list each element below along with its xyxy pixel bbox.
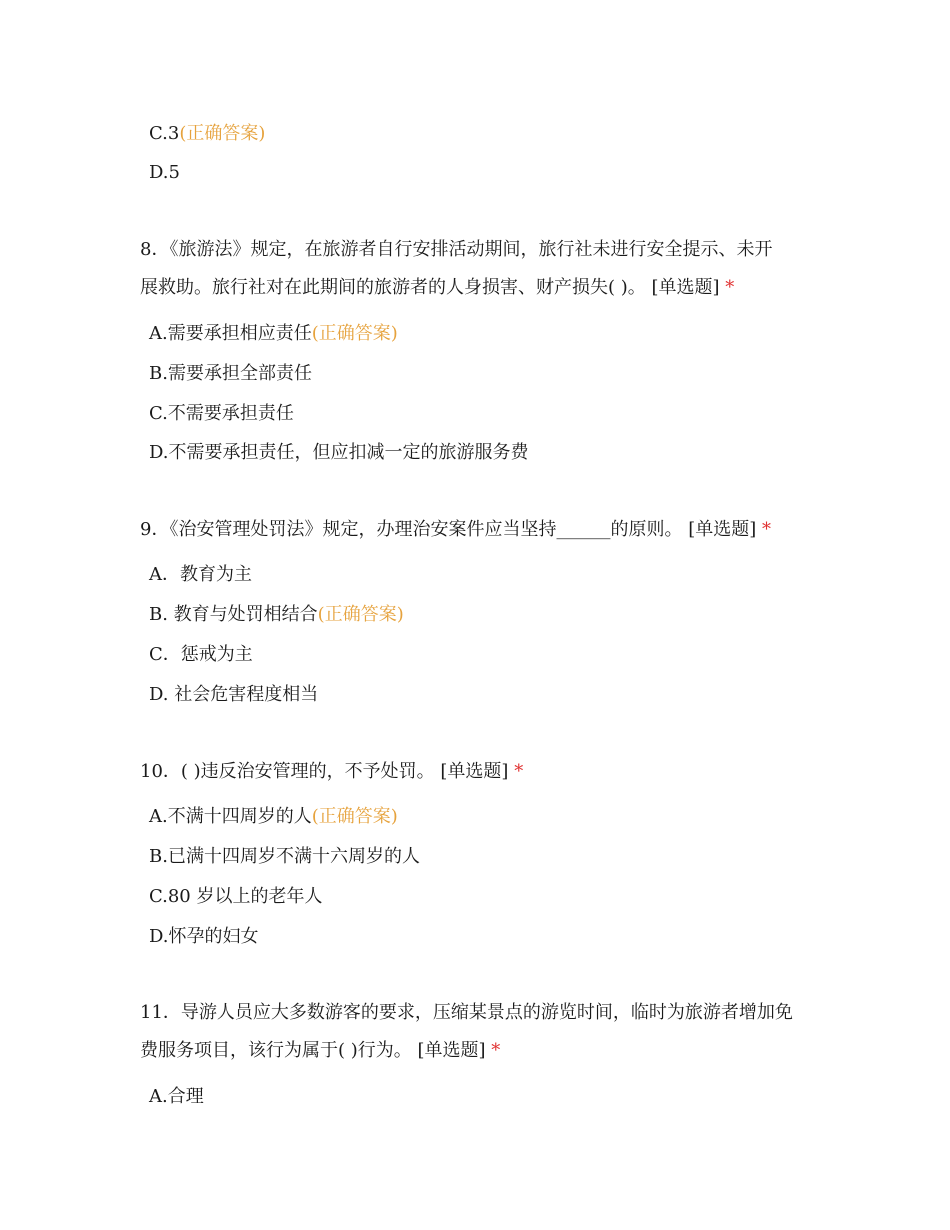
question-text: 展救助。旅行社对在此期间的旅游者的人身损害、财产损失( )。 bbox=[140, 277, 646, 298]
q8-title-line2 bbox=[140, 276, 734, 300]
question-text: 费服务项目，该行为属于( )行为。 bbox=[140, 1040, 412, 1061]
question-type-tag: [单选题] bbox=[440, 761, 509, 782]
q10-option-b[interactable] bbox=[149, 845, 420, 869]
option-text: C．惩戒为主 bbox=[149, 644, 253, 665]
q10-title bbox=[140, 760, 523, 784]
q7-option-c[interactable] bbox=[149, 122, 265, 146]
correct-answer-mark: (正确答案) bbox=[311, 323, 398, 344]
correct-answer-mark: (正确答案) bbox=[317, 604, 404, 625]
required-mark: * bbox=[514, 761, 524, 782]
option-text: C.80 岁以上的老年人 bbox=[149, 886, 323, 907]
option-text: D.5 bbox=[149, 162, 180, 183]
q9-title bbox=[140, 518, 771, 542]
option-text: A.不满十四周岁的人 bbox=[149, 806, 312, 827]
option-text: D.怀孕的妇女 bbox=[149, 926, 259, 947]
q9-option-a[interactable] bbox=[149, 563, 252, 587]
question-type-tag: [单选题] bbox=[651, 277, 720, 298]
correct-answer-mark: (正确答案) bbox=[179, 123, 266, 144]
required-mark: * bbox=[761, 519, 771, 540]
option-text: C.不需要承担责任 bbox=[149, 403, 294, 424]
question-text: 9．《治安管理处罚法》规定，办理治安案件应当坚持______的原则。 bbox=[140, 519, 683, 540]
q11-title-line2 bbox=[140, 1039, 500, 1063]
q10-option-d[interactable] bbox=[149, 925, 259, 949]
question-type-tag: [单选题] bbox=[688, 519, 757, 540]
q8-option-d[interactable] bbox=[149, 441, 529, 465]
q8-option-b[interactable] bbox=[149, 362, 312, 386]
q9-option-b[interactable] bbox=[149, 603, 404, 627]
option-text: B. 教育与处罚相结合 bbox=[149, 604, 318, 625]
q11-title-line1: 11．导游人员应大多数游客的要求，压缩某景点的游览时间，临时为旅游者增加免 bbox=[140, 1002, 793, 1023]
question-type-tag: [单选题] bbox=[417, 1040, 486, 1061]
option-text: D.不需要承担责任，但应扣减一定的旅游服务费 bbox=[149, 442, 529, 463]
q7-option-d[interactable] bbox=[149, 161, 180, 185]
option-text: D. 社会危害程度相当 bbox=[149, 684, 319, 705]
question-text: 10．( )违反治安管理的，不予处罚。 bbox=[140, 761, 435, 782]
q9-option-c[interactable] bbox=[149, 643, 253, 667]
option-text: A.合理 bbox=[149, 1086, 204, 1107]
q10-option-a[interactable] bbox=[149, 805, 398, 829]
q8-title-line1: 8．《旅游法》规定，在旅游者自行安排活动期间，旅行社未进行安全提示、未开 bbox=[140, 239, 773, 260]
option-text: A．教育为主 bbox=[149, 564, 252, 585]
option-text: B.需要承担全部责任 bbox=[149, 363, 312, 384]
correct-answer-mark: (正确答案) bbox=[311, 806, 398, 827]
required-mark: * bbox=[491, 1040, 501, 1061]
option-text: A.需要承担相应责任 bbox=[149, 323, 312, 344]
q11-option-a[interactable] bbox=[149, 1085, 204, 1109]
q9-option-d[interactable] bbox=[149, 683, 318, 707]
q8-option-a[interactable] bbox=[149, 322, 398, 346]
option-text: C.3 bbox=[149, 123, 180, 144]
required-mark: * bbox=[725, 277, 735, 298]
q10-option-c[interactable] bbox=[149, 885, 322, 909]
option-text: B.已满十四周岁不满十六周岁的人 bbox=[149, 846, 420, 867]
q8-option-c[interactable] bbox=[149, 402, 294, 426]
